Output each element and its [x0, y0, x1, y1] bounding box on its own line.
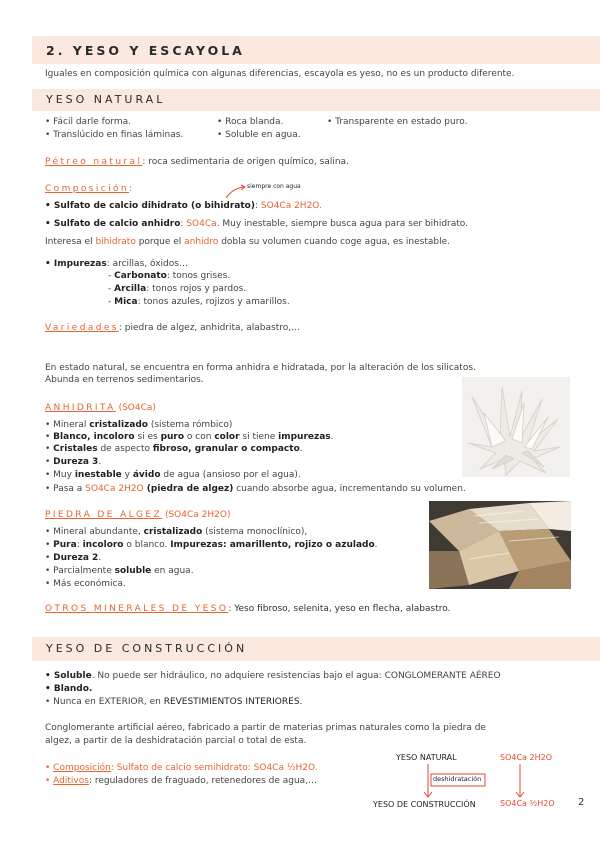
diagram-formula-bottom: SO4Ca ½H2O: [500, 799, 555, 808]
bullet-transparente: • Transparente en estado puro.: [327, 117, 468, 127]
diagram-yeso-natural: YESO NATURAL: [396, 753, 457, 762]
blando-line: • Blando.: [45, 684, 93, 694]
anhidrita-line-4: • Dureza 3.: [45, 457, 102, 467]
anhidro-line: • Sulfato de calcio anhidro: SO4Ca. Muy inestable, siempre busca agua para ser bihidrato.: [45, 219, 469, 229]
bullet-roca: • Roca blanda.: [217, 117, 284, 127]
anhidrita-heading: ANHIDRITA (SO4Ca): [45, 403, 156, 413]
variedades-line: Variedades: piedra de algez, anhidrita, alabastro,…: [45, 323, 301, 333]
estado-line-1: En estado natural, se encuentra en forma anhidra e hidratada, por la alteración de los silicatos.: [45, 363, 476, 373]
impurezas-line: • Impurezas: arcillas, óxidos…: [45, 259, 188, 269]
diagram-deshidratacion: deshidratación: [433, 775, 482, 783]
aditivos-line: • Aditivos: reguladores de fraguado, retenedores de agua,…: [45, 776, 318, 786]
algez-line-1: • Mineral abundante, cristalizado (sistema monoclínico),: [45, 527, 308, 537]
soluble-line: • Soluble. No puede ser hidráulico, no adquiere resistencias bajo el agua: CONGLOMERANTE AÉREO: [45, 671, 501, 681]
petreo-label: Pétreo natural: [45, 157, 143, 167]
section-heading-natural: YESO NATURAL: [46, 93, 166, 106]
bullet-soluble: • Soluble en agua.: [217, 130, 301, 140]
annotation-arrow: [224, 184, 248, 200]
impureza-arcilla: - Arcilla: tonos rojos y pardos.: [108, 284, 247, 294]
bullet-translucido: • Translúcido en finas láminas.: [45, 130, 184, 140]
page-number: 2: [578, 797, 585, 808]
interesa-line: Interesa el bihidrato porque el anhidro dobla su volumen cuando coge agua, es inestable.: [45, 237, 451, 247]
anhidrita-photo: [462, 377, 570, 477]
algez-line-4: • Parcialmente soluble en agua.: [45, 566, 194, 576]
anhidrita-line-6: • Pasa a SO4Ca 2H2O (piedra de algez) cuando absorbe agua, incrementando su volumen.: [45, 484, 466, 494]
algez-photo: [429, 501, 571, 589]
impureza-mica: - Mica: tonos azules, rojizos y amarillos.: [108, 297, 290, 307]
anhidrita-line-5: • Muy inestable y ávido de agua (ansioso por el agua).: [45, 470, 301, 480]
diagram-yeso-construccion: YESO DE CONSTRUCCIÓN: [373, 800, 476, 809]
anhidrita-line-3: • Cristales de aspecto fibroso, granular o compacto.: [45, 444, 303, 454]
title-bar: [32, 36, 600, 64]
section-bar-natural: [32, 89, 600, 111]
conglomerante-line-1: Conglomerante artificial aéreo, fabricado a partir de materias primas naturales como la piedra de: [45, 723, 486, 733]
estado-line-2: Abunda en terrenos sedimentarios.: [45, 375, 204, 385]
conglomerante-line-2: algez, a partir de la deshidratación parcial o total de esta.: [45, 736, 307, 746]
algez-line-2: • Pura: incoloro o blanco. Impurezas: amarillento, rojizo o azulado.: [45, 540, 378, 550]
composicion-label: Composición:: [45, 184, 133, 194]
bullet-facil: • Fácil darle forma.: [45, 117, 132, 127]
algez-line-3: • Dureza 2.: [45, 553, 102, 563]
comp-construccion-line: • Composición: Sulfato de calcio semihidrato: SO4Ca ½H2O.: [45, 763, 318, 773]
algez-line-5: • Más económica.: [45, 579, 126, 589]
page-title: 2. YESO Y ESCAYOLA: [46, 43, 245, 58]
dihidrato-line: • Sulfato de calcio dihidrato (o bihidrato): SO4Ca 2H2O.: [45, 201, 322, 211]
section-bar-construccion: [32, 637, 600, 661]
diagram-arrows: [420, 764, 530, 802]
nunca-line: • Nunca en EXTERIOR, en REVESTIMIENTOS INTERIORES.: [45, 697, 303, 707]
impureza-carbonato: - Carbonato: tonos grises.: [108, 271, 231, 281]
otros-line: OTROS MINERALES DE YESO: Yeso fibroso, selenita, yeso en flecha, alabastro.: [45, 604, 451, 614]
section-heading-construccion: YESO DE CONSTRUCCIÓN: [46, 642, 248, 655]
diagram-formula-top: SO4Ca 2H2O: [500, 753, 552, 762]
algez-heading: PIEDRA DE ALGEZ (SO4Ca 2H2O): [45, 510, 231, 520]
petreo-text: : roca sedimentaria de origen químico, salina.: [142, 157, 349, 167]
anhidrita-line-2: • Blanco, incoloro si es puro o con color si tiene impurezas.: [45, 432, 334, 442]
annotation-text: siempre con agua: [247, 183, 301, 190]
petreo-line: [45, 156, 349, 168]
anhidrita-line-1: • Mineral cristalizado (sistema rómbico): [45, 420, 233, 430]
intro-text: Iguales en composición química con algunas diferencias, escayola es yeso, no es un producto diferente.: [45, 69, 515, 79]
